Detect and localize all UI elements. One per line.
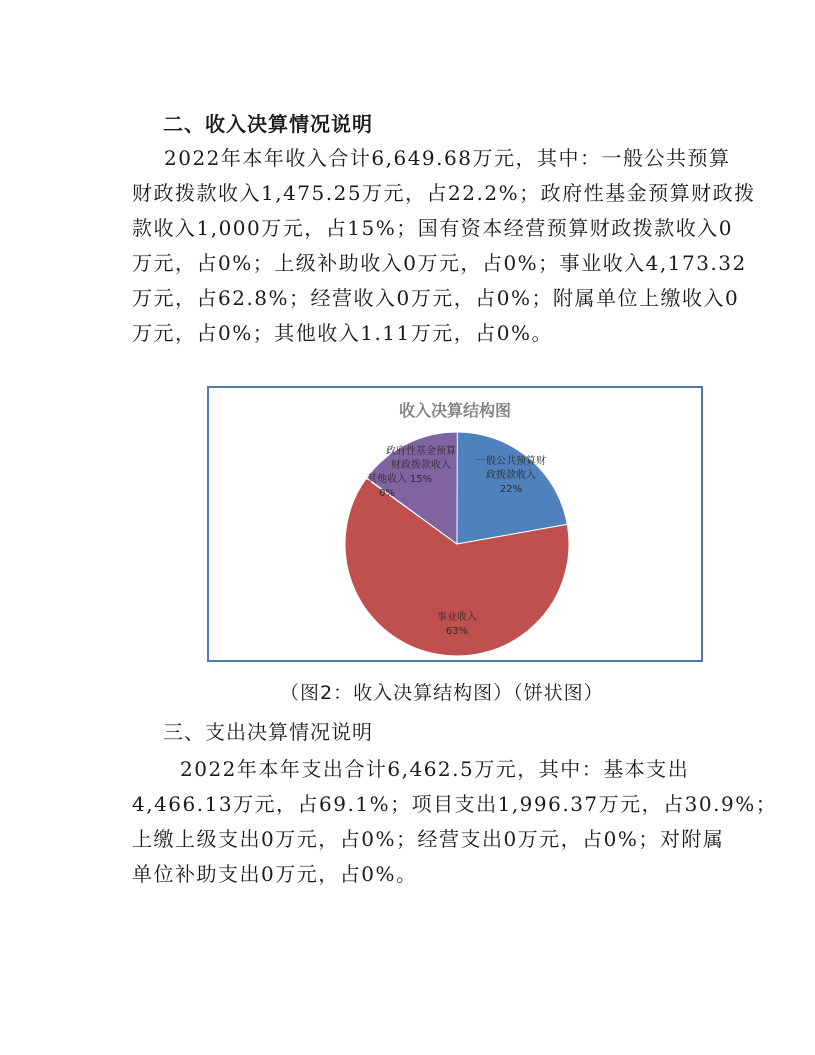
income-line-6: 万元，占0%；其他收入1.11万元，占0%。: [132, 321, 553, 345]
section-heading-income: 二、收入决算情况说明: [163, 112, 373, 136]
chart-title: 收入决算结构图: [398, 401, 512, 420]
pie-chart-svg: [209, 388, 701, 660]
expense-line-1: 2022年本年支出合计6,462.5万元，其中：基本支出: [180, 757, 690, 781]
expense-paragraph: [132, 752, 777, 892]
expense-line-3: 上缴上级支出0万元，占0%；经营支出0万元，占0%；对附属: [132, 827, 725, 851]
income-paragraph: [132, 141, 756, 351]
slice-label-0: 政拨款收入: [486, 470, 536, 481]
chart-caption: （图2：收入决算结构图）（饼状图）: [280, 682, 604, 704]
income-line-1: 2022年本年收入合计6,649.68万元，其中：一般公共预算: [164, 146, 731, 170]
slice-pct-label-1: 63%: [445, 626, 469, 637]
expense-line-2: 4,466.13万元，占69.1%；项目支出1,996.37万元，占30.9%；: [132, 792, 778, 816]
income-line-2: 财政拨款收入1,475.25万元，占22.2%；政府性基金预算财政拨: [132, 181, 756, 205]
slice-pct-label-2: 0%: [379, 488, 395, 499]
income-line-4: 万元，占0%；上级补助收入0万元，占0%；事业收入4,173.32: [132, 251, 747, 275]
income-line-3: 款收入1,000万元，占15%；国有资本经营预算财政拨款收入0: [132, 216, 733, 240]
slice-label-0: 一般公共预算财: [476, 456, 546, 467]
expense-line-4: 单位补助支出0万元，占0%。: [132, 862, 418, 886]
income-pie-chart: [207, 386, 703, 662]
slice-label-1: 事业收入: [437, 612, 477, 623]
slice-pct-label-3: 15%: [409, 474, 433, 485]
income-line-5: 万元，占62.8%；经营收入0万元，占0%；附属单位上缴收入0: [132, 286, 740, 310]
slice-label-3: 财政拨款收入: [391, 460, 451, 471]
section-heading-expense: 三、支出决算情况说明: [163, 720, 373, 744]
slice-pct-label-0: 22%: [499, 484, 523, 495]
slice-label-3: 政府性基金预算: [386, 446, 456, 457]
slice-label-2: 其他收入: [367, 474, 407, 485]
